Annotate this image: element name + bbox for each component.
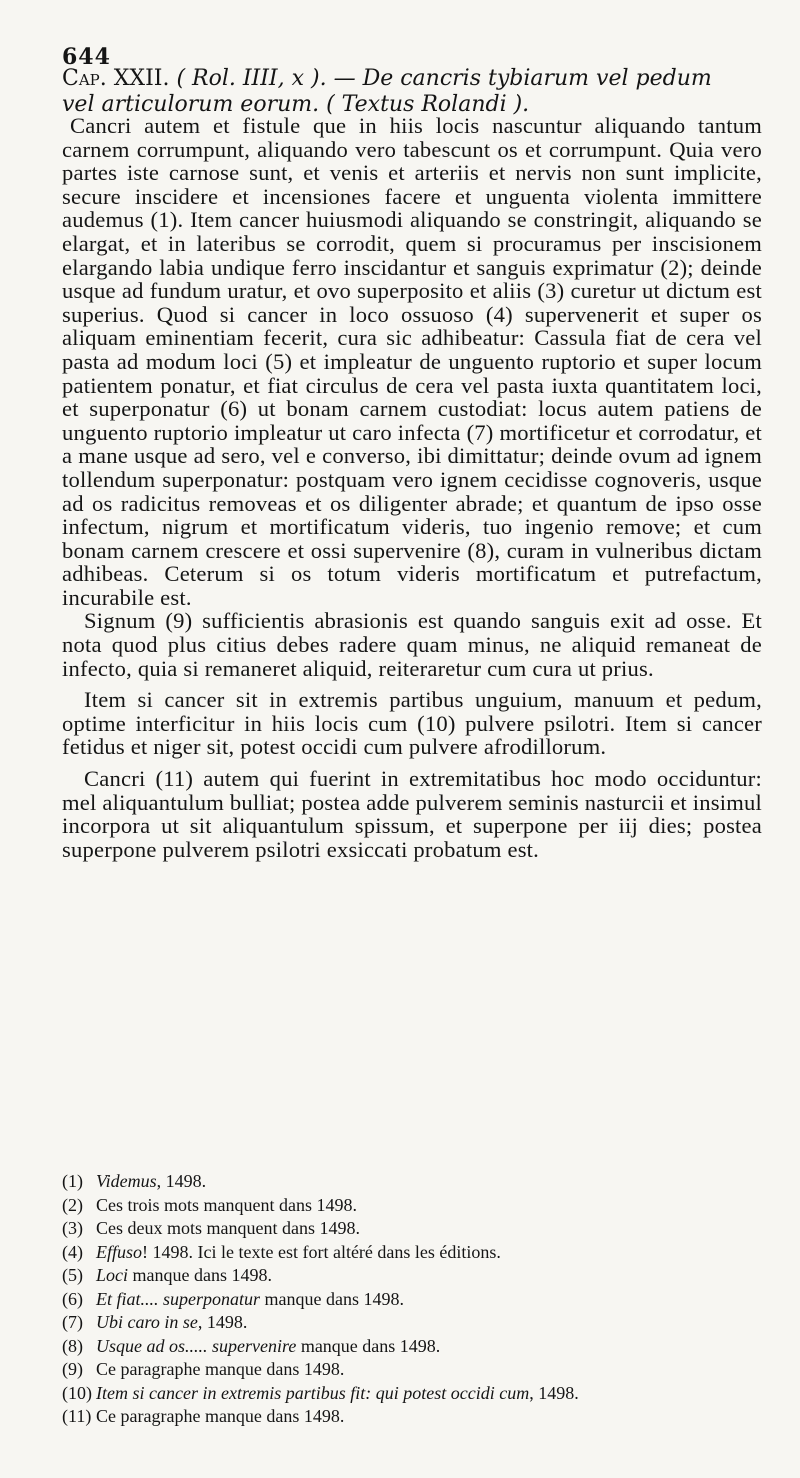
footnote-number: (1) — [62, 1171, 83, 1191]
footnote-number: (6) — [62, 1288, 83, 1309]
heading-line-2: vel articulorum eorum. ( Textus Rolandi ). — [62, 92, 530, 117]
footnote-number: (3) — [62, 1218, 83, 1238]
footnote — [62, 1241, 782, 1265]
footnote-number: (10) — [62, 1382, 92, 1403]
footnote-text: Ce paragraphe manque dans 1498. — [96, 1406, 345, 1426]
footnote — [62, 1335, 782, 1359]
footnote-text: , 1498. — [197, 1312, 248, 1332]
footnote-text: , 1498. — [529, 1382, 579, 1403]
footnote-italic: Usque ad os..... supervenire — [96, 1335, 297, 1356]
paragraph: Item si cancer sit in extremis partibus unguium, manuum et pedum, optime interficitur in hiis locis cum (10) pulvere psilotri. Item si cancer fetidus et niger sit, potest occidi cum pulvere afrodillorum. — [62, 687, 762, 760]
footnote — [62, 1405, 782, 1429]
paragraph: Cancri autem et fistule que in hiis locis nascuntur aliquando tantum carnem corrumpunt, aliquando vero tabescunt os et corrumpunt. Quia vero partes iste carnose sunt, et venis et arteriis et nervis non sunt implicite, secure inscidere et incensiones facere et unguenta violenta immittere audemus (1). Item cancer huiusmodi aliquando se constringit, aliquando se elargat, et in lateribus se corrodit, quem si procuramus per inscisionem elargando labia undique ferro inscidantur et sanguis exprimatur (2); deinde usque ad fundum uratur, et ovo superposito et aliis (3) curetur ut dictum est superius. Quod si cancer in loco ossuoso (4) supervenerit et super os aliquam eminentiam fecerit, cura sic adhibeatur: Cassula fiat de cera vel pasta ad modum loci (5) et impleatur de unguento ruptorio et super locum patientem ponatur, et fiat circulus de cera vel pasta iuxta quantitatem loci, et superponatur (6) ut bonam carnem custodiat: locus autem patiens de unguento ruptorio impleatur ut caro infecta (7) mortificetur et corrodatur, et a mane usque ad sero, vel e converso, ibi dimittatur; deinde ovum ad ignem tollendum superponatur: postquam vero ignem cecidisse cognoveris, usque ad os radicitus removeas et os diligenter abrade; et quantum de ipso osse infectum, nigrum et mortificatum videris, tuo ingenio remove; et cum bonam carnem crescere et ossi supervenire (8), curam in vulneribus dictam adhibeas. Ceterum si os totum videris mortificatum et putrefactum, incurabile est. — [62, 113, 762, 610]
footnote-text: Ce paragraphe manque dans 1498. — [96, 1359, 345, 1379]
chapter-heading — [62, 66, 762, 118]
heading-line-1 — [62, 66, 762, 92]
footnote — [62, 1382, 782, 1406]
footnote-number: (5) — [62, 1265, 83, 1285]
footnote-italic: Et fiat.... superponatur — [96, 1288, 261, 1309]
footnote-text: ! 1498. Ici le texte est fort altéré dans les éditions. — [142, 1241, 501, 1262]
paragraph: Cancri (11) autem qui fuerint in extremitatibus hoc modo occiduntur: mel aliquantulum bulliat; postea adde pulverem seminis nasturcii et insimul incorpora ut sit aliquantulum spissum, et superpone per iij dies; postea superpone pulverem psilotri exsiccati probatum est. — [62, 766, 762, 862]
footnote — [62, 1288, 782, 1312]
footnote-italic: Loci — [96, 1265, 129, 1285]
footnote-number: (8) — [62, 1335, 83, 1356]
footnote — [62, 1264, 782, 1288]
chapter-number: Cap. XXII. — [62, 66, 170, 91]
main-text — [62, 114, 762, 861]
footnote — [62, 1194, 782, 1218]
footnote-number: (2) — [62, 1194, 83, 1215]
footnote-text: manque dans 1498. — [128, 1265, 272, 1285]
footnote-italic: Ubi caro in se — [96, 1312, 198, 1332]
heading-title: ( Rol. IIII, x ). — De cancris tybiarum vel pedum — [169, 66, 712, 91]
paragraph: Signum (9) sufficientis abrasionis est quando sanguis exit ad osse. Et nota quod plus citius debes radere quam minus, ne aliquid remaneat de infecto, quia si remaneret aliquid, reiteraretur cum cura ut prius. — [62, 608, 762, 681]
footnote-text: Ces trois mots manquent dans 1498. — [96, 1194, 357, 1215]
footnote-italic: Effuso — [96, 1241, 143, 1262]
footnote-text: manque dans 1498. — [260, 1288, 404, 1309]
footnote-italic: Videmus — [96, 1171, 157, 1191]
footnotes — [62, 1170, 782, 1429]
footnote — [62, 1311, 782, 1335]
footnote-text: Ces deux mots manquent dans 1498. — [96, 1218, 360, 1238]
footnote-number: (11) — [62, 1406, 92, 1426]
footnote-number: (9) — [62, 1359, 83, 1379]
footnote-number: (7) — [62, 1312, 83, 1332]
footnote-number: (4) — [62, 1241, 83, 1262]
footnote — [62, 1170, 782, 1194]
footnote-text: manque dans 1498. — [296, 1335, 441, 1356]
page-number: 644 — [62, 44, 111, 70]
footnote — [62, 1358, 782, 1382]
footnote — [62, 1217, 782, 1241]
footnote-text: , 1498. — [156, 1171, 207, 1191]
footnote-italic: Item si cancer in extremis partibus fit: qui potest occidi cum — [96, 1382, 530, 1403]
